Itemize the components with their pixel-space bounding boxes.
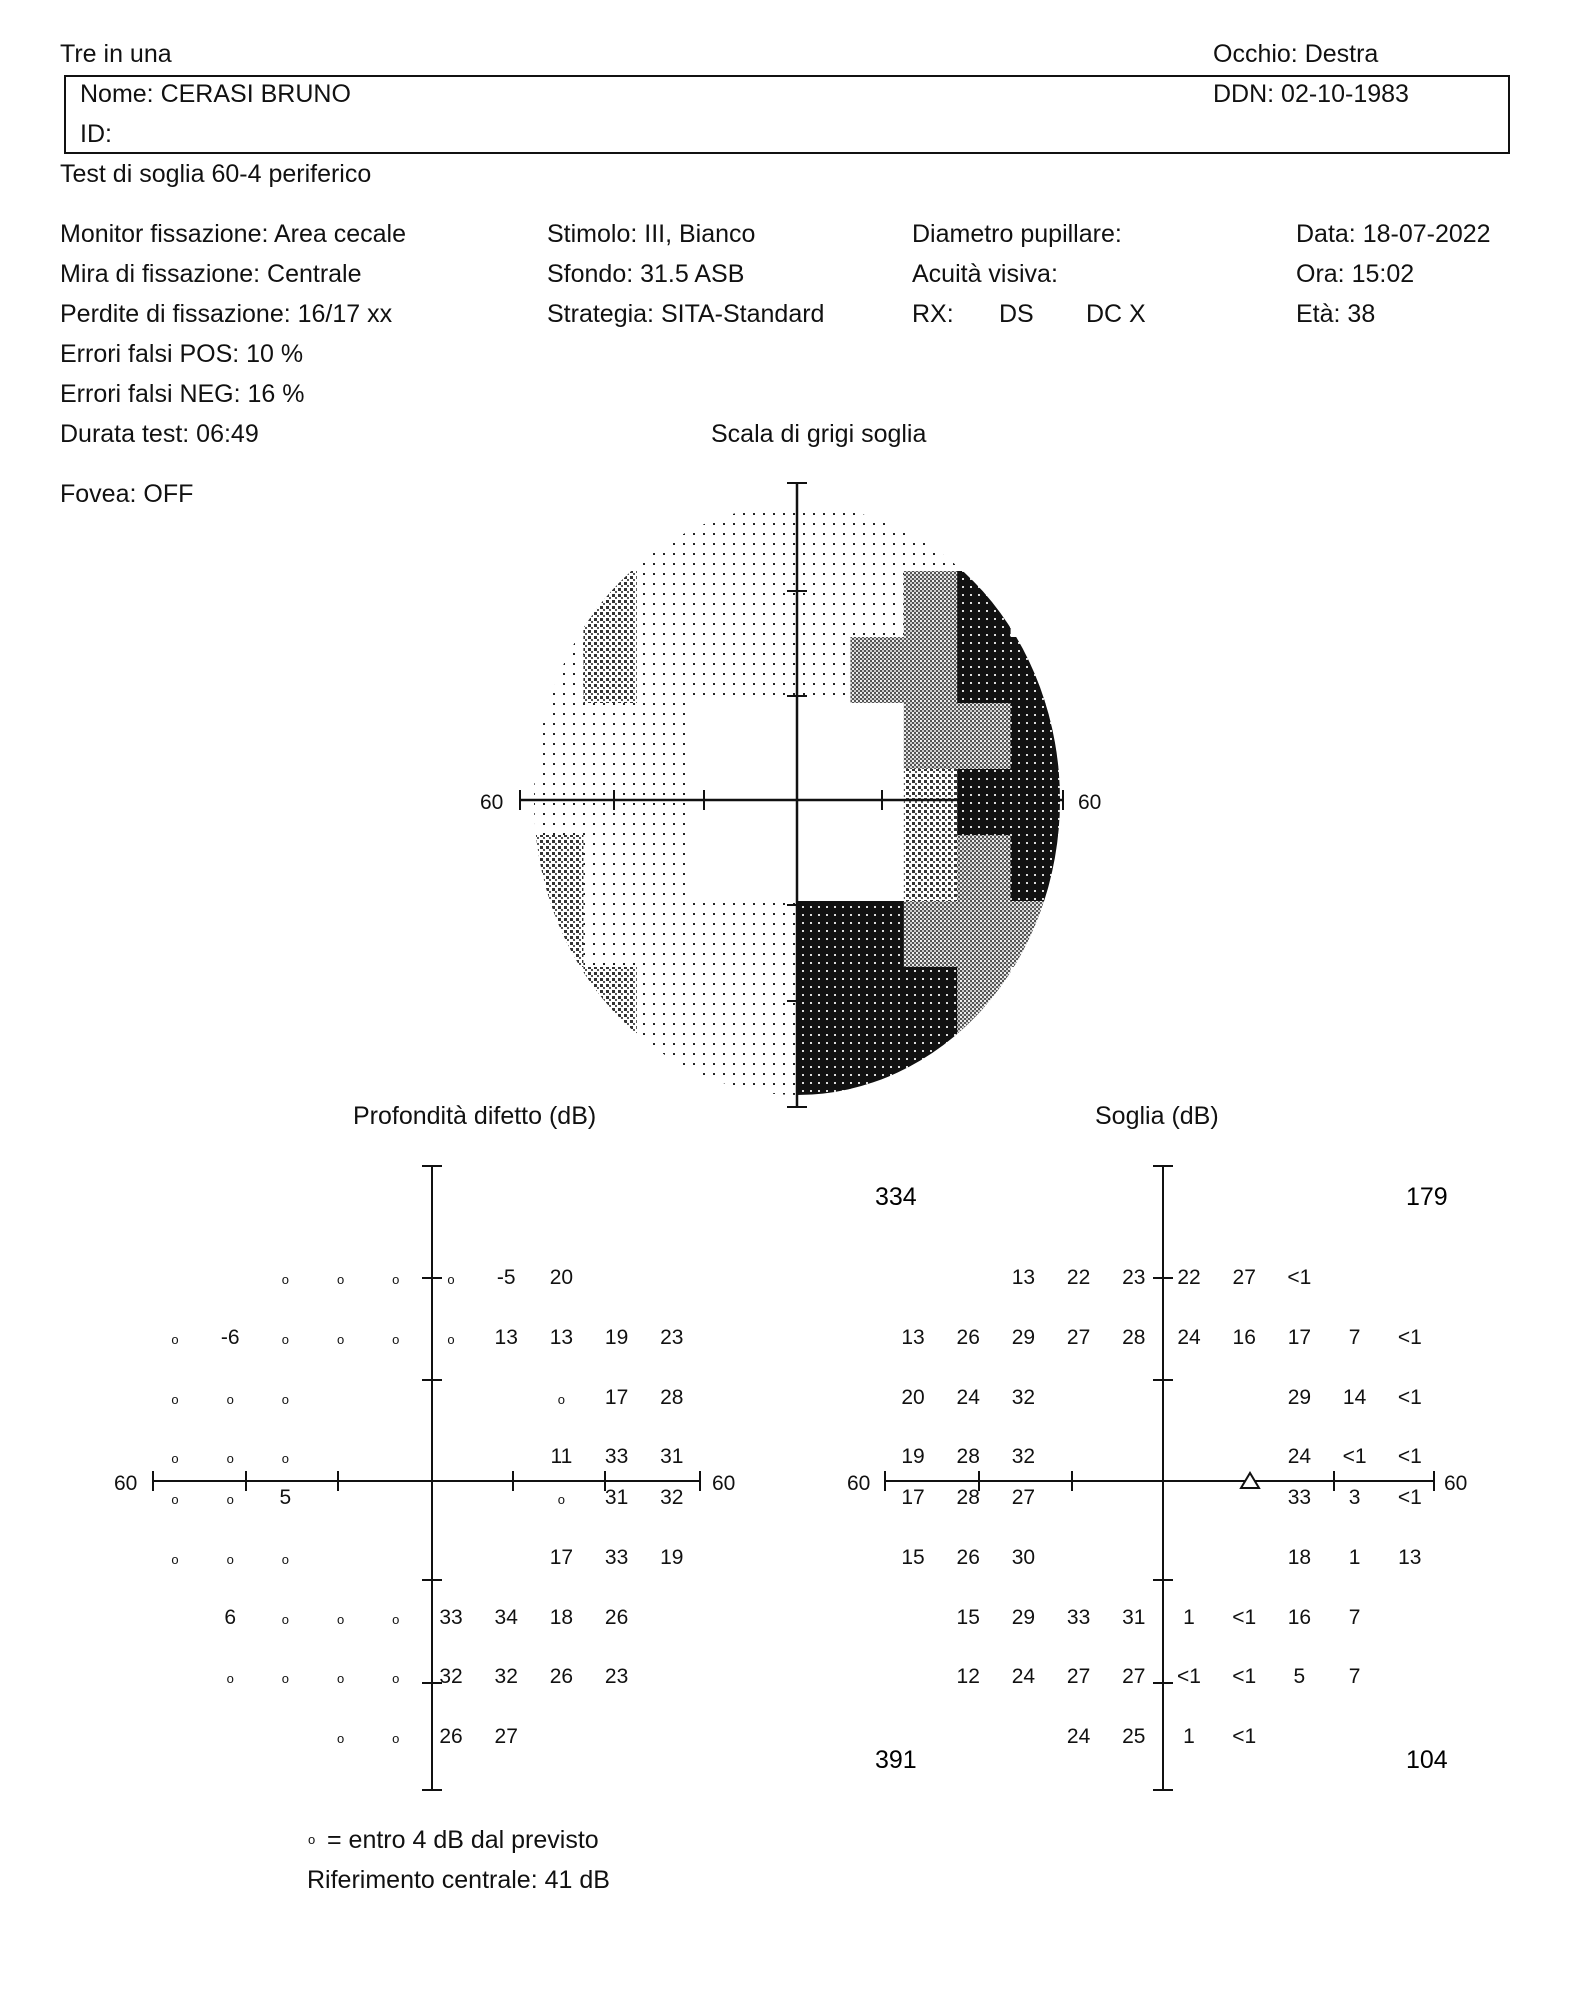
threshold-value: 33 xyxy=(1066,1606,1091,1629)
grayscale-cell xyxy=(744,1033,798,1100)
grayscale-cell xyxy=(744,901,798,968)
grayscale-cell xyxy=(904,1033,958,1100)
defect-value: o xyxy=(171,1332,179,1347)
threshold-value: 30 xyxy=(1011,1546,1036,1569)
grayscale-cell xyxy=(957,571,1011,638)
rx-ds: DS xyxy=(999,300,1034,328)
threshold-plot xyxy=(847,1166,1467,1790)
defect-value: 32 xyxy=(660,1486,684,1509)
threshold-value: 24 xyxy=(1066,1725,1091,1748)
grayscale-cell xyxy=(690,703,744,770)
defect-value: 23 xyxy=(604,1665,629,1688)
defect-value: o xyxy=(336,1272,345,1287)
grayscale-cell xyxy=(904,967,958,1034)
defect-value: o xyxy=(226,1552,234,1567)
defect-value: 33 xyxy=(604,1445,629,1468)
patient-age: Età: 38 xyxy=(1296,300,1376,328)
grayscale-cell xyxy=(957,967,1011,1034)
defect-value: 23 xyxy=(660,1326,684,1349)
patient-id: ID: xyxy=(80,120,112,148)
grayscale-cell xyxy=(637,901,691,968)
grayscale-cell xyxy=(957,505,1011,572)
defect-value: o xyxy=(447,1272,455,1287)
threshold-value: 29 xyxy=(1011,1326,1036,1349)
defect-value: o xyxy=(392,1671,400,1686)
defect-value: 31 xyxy=(660,1445,684,1468)
grayscale-cell xyxy=(1011,703,1065,770)
grayscale-cell xyxy=(850,901,904,968)
defect-value: o xyxy=(392,1332,400,1347)
threshold-value: 24 xyxy=(1011,1665,1036,1688)
threshold-value: 29 xyxy=(1287,1386,1312,1409)
threshold-value: 32 xyxy=(1011,1386,1036,1409)
threshold-value: 15 xyxy=(956,1606,980,1629)
defect-value: o xyxy=(336,1731,345,1746)
threshold-value: <1 xyxy=(1397,1326,1422,1349)
defect-value: 33 xyxy=(604,1546,629,1569)
threshold-value: 24 xyxy=(1287,1445,1312,1468)
defect-value: o xyxy=(226,1392,234,1407)
threshold-title: Soglia (dB) xyxy=(1095,1102,1219,1130)
defect-title: Profondità difetto (dB) xyxy=(353,1102,597,1130)
grayscale-cell xyxy=(904,637,958,704)
grayscale-cell xyxy=(583,901,637,968)
defect-axis-left: 60 xyxy=(114,1472,138,1495)
threshold-value: 1 xyxy=(1348,1546,1361,1569)
grayscale-cell xyxy=(583,637,637,704)
threshold-value: 5 xyxy=(1293,1665,1306,1688)
grayscale-cell xyxy=(637,637,691,704)
grayscale-cell xyxy=(850,835,904,902)
threshold-value: 14 xyxy=(1342,1386,1367,1409)
threshold-value: 17 xyxy=(1287,1326,1312,1349)
defect-value: 17 xyxy=(549,1546,574,1569)
rx-dc: DC X xyxy=(1086,300,1146,328)
test-time: Ora: 15:02 xyxy=(1296,260,1415,288)
grayscale-cell xyxy=(744,835,798,902)
defect-value: o xyxy=(281,1272,290,1287)
test-duration: Durata test: 06:49 xyxy=(60,420,259,448)
grayscale-cell xyxy=(637,835,691,902)
threshold-value: 33 xyxy=(1287,1486,1312,1509)
threshold-value: 17 xyxy=(901,1486,925,1509)
threshold-value: 24 xyxy=(956,1386,980,1409)
exam-type: Tre in una xyxy=(60,40,172,68)
grayscale-cell xyxy=(744,703,798,770)
grayscale-cell xyxy=(690,835,744,902)
patient-name: Nome: CERASI BRUNO xyxy=(80,80,351,108)
defect-value: 11 xyxy=(550,1445,573,1468)
defect-value: 20 xyxy=(549,1266,574,1289)
defect-value: 33 xyxy=(439,1606,463,1629)
grayscale-cell xyxy=(637,505,691,572)
grayscale-cell xyxy=(530,835,584,902)
defect-value: o xyxy=(557,1392,566,1407)
false-pos: Errori falsi POS: 10 % xyxy=(60,340,304,368)
grayscale-cell xyxy=(1011,769,1065,836)
defect-value: o xyxy=(281,1332,290,1347)
defect-value: 5 xyxy=(279,1486,292,1509)
threshold-value: 26 xyxy=(956,1326,980,1349)
defect-value: o xyxy=(171,1392,179,1407)
defect-value: 6 xyxy=(224,1606,237,1629)
grayscale-cell xyxy=(850,1033,904,1100)
grayscale-cell xyxy=(530,637,584,704)
patient-dob: DDN: 02-10-1983 xyxy=(1213,80,1409,108)
grayscale-cell xyxy=(1011,901,1065,968)
threshold-value: 27 xyxy=(1011,1486,1036,1509)
threshold-value: 29 xyxy=(1011,1606,1036,1629)
threshold-value: 26 xyxy=(956,1546,980,1569)
central-reference: Riferimento centrale: 41 dB xyxy=(307,1866,610,1894)
grayscale-cell xyxy=(583,967,637,1034)
grayscale-cell xyxy=(637,769,691,836)
defect-value: o xyxy=(447,1332,455,1347)
strategy: Strategia: SITA-Standard xyxy=(547,300,825,328)
defect-axis-right: 60 xyxy=(712,1472,736,1495)
defect-value: 28 xyxy=(660,1386,684,1409)
defect-value: 19 xyxy=(660,1546,684,1569)
grayscale-cell xyxy=(744,637,798,704)
grayscale-cell xyxy=(797,637,851,704)
defect-value: 32 xyxy=(494,1665,518,1688)
legend-text: = entro 4 dB dal previsto xyxy=(327,1826,599,1854)
threshold-value: 19 xyxy=(901,1445,925,1468)
fixation-monitor: Monitor fissazione: Area cecale xyxy=(60,220,407,248)
grayscale-cell xyxy=(1011,505,1065,572)
grayscale-cell xyxy=(904,571,958,638)
rx-label: RX: xyxy=(912,300,954,328)
grayscale-cell xyxy=(744,571,798,638)
grayscale-cell xyxy=(850,505,904,572)
legend-symbol: o xyxy=(308,1832,316,1847)
defect-value: o xyxy=(281,1671,290,1686)
grayscale-cell xyxy=(530,901,584,968)
grayscale-cell xyxy=(530,571,584,638)
grayscale-cell xyxy=(744,505,798,572)
threshold-value: 24 xyxy=(1177,1326,1201,1349)
defect-value: o xyxy=(171,1492,179,1507)
grayscale-cell xyxy=(690,901,744,968)
defect-value: o xyxy=(226,1451,234,1466)
grayscale-cell xyxy=(957,1033,1011,1100)
threshold-value: 23 xyxy=(1122,1266,1146,1289)
threshold-value: 1 xyxy=(1183,1606,1195,1629)
threshold-value: <1 xyxy=(1287,1266,1312,1289)
grayscale-title: Scala di grigi soglia xyxy=(711,420,927,448)
grayscale-cell xyxy=(850,703,904,770)
grayscale-cell xyxy=(1011,1033,1065,1100)
defect-value: o xyxy=(392,1612,400,1627)
threshold-value: 16 xyxy=(1287,1606,1312,1629)
threshold-value: 7 xyxy=(1348,1665,1361,1688)
defect-value: -5 xyxy=(496,1266,516,1289)
grayscale-cell xyxy=(530,703,584,770)
grayscale-cell xyxy=(744,769,798,836)
eye-label: Occhio: Destra xyxy=(1213,40,1379,68)
defect-value: -6 xyxy=(220,1326,240,1349)
threshold-value: <1 xyxy=(1232,1665,1257,1688)
defect-value: o xyxy=(281,1451,290,1466)
threshold-value: 13 xyxy=(901,1326,925,1349)
grayscale-cell xyxy=(904,835,958,902)
defect-value: o xyxy=(226,1492,234,1507)
visual-acuity: Acuità visiva: xyxy=(912,260,1058,288)
defect-value: o xyxy=(336,1332,345,1347)
threshold-value: 3 xyxy=(1348,1486,1361,1509)
threshold-value: 1 xyxy=(1183,1725,1195,1748)
grayscale-cell xyxy=(904,505,958,572)
threshold-value: 28 xyxy=(956,1486,980,1509)
fixation-target: Mira di fissazione: Centrale xyxy=(60,260,362,288)
defect-value: o xyxy=(392,1272,400,1287)
defect-value: o xyxy=(281,1392,290,1407)
defect-value: o xyxy=(171,1552,179,1567)
grayscale-cell xyxy=(530,769,584,836)
threshold-value: 20 xyxy=(901,1386,925,1409)
grayscale-cell xyxy=(690,967,744,1034)
grayscale-cell xyxy=(904,703,958,770)
grayscale-cell xyxy=(690,505,744,572)
grayscale-cell xyxy=(530,505,584,572)
grayscale-cell xyxy=(583,769,637,836)
threshold-value: 16 xyxy=(1232,1326,1256,1349)
grayscale-cell xyxy=(583,703,637,770)
defect-value: 26 xyxy=(549,1665,574,1688)
grayscale-cell xyxy=(957,637,1011,704)
threshold-value: <1 xyxy=(1397,1486,1422,1509)
pupil-diameter: Diametro pupillare: xyxy=(912,220,1122,248)
defect-plot xyxy=(114,1166,735,1790)
grayscale-cell xyxy=(583,571,637,638)
grayscale-cell xyxy=(1011,571,1065,638)
corner-br: 104 xyxy=(1406,1746,1448,1774)
threshold-value: 7 xyxy=(1348,1326,1361,1349)
grayscale-cell xyxy=(797,835,851,902)
grayscale-cell xyxy=(637,703,691,770)
grayscale-cell xyxy=(1011,637,1065,704)
grayscale-cell xyxy=(583,505,637,572)
threshold-value: 13 xyxy=(1011,1266,1036,1289)
defect-value: o xyxy=(281,1612,290,1627)
grayscale-cell xyxy=(637,571,691,638)
threshold-value: <1 xyxy=(1177,1665,1201,1688)
grayscale-cell xyxy=(850,637,904,704)
grayscale-cell xyxy=(957,901,1011,968)
test-date: Data: 18-07-2022 xyxy=(1296,220,1491,248)
grayscale-cell xyxy=(637,1033,691,1100)
stimulus: Stimolo: III, Bianco xyxy=(547,220,756,248)
grayscale-cell xyxy=(690,1033,744,1100)
threshold-value: 7 xyxy=(1348,1606,1361,1629)
grayscale-cell xyxy=(957,769,1011,836)
grayscale-cell xyxy=(530,967,584,1034)
threshold-value: 12 xyxy=(956,1665,980,1688)
grayscale-cell xyxy=(957,835,1011,902)
threshold-value: 31 xyxy=(1122,1606,1146,1629)
defect-value: o xyxy=(392,1731,400,1746)
threshold-value: 18 xyxy=(1287,1546,1312,1569)
grayscale-cell xyxy=(690,571,744,638)
threshold-value: 27 xyxy=(1122,1665,1146,1688)
threshold-value: 22 xyxy=(1066,1266,1091,1289)
threshold-value: 22 xyxy=(1177,1266,1201,1289)
threshold-value: 13 xyxy=(1398,1546,1422,1569)
grayscale-cell xyxy=(690,769,744,836)
grayscale-axis-left: 60 xyxy=(480,791,504,814)
grayscale-cell xyxy=(1011,967,1065,1034)
false-neg: Errori falsi NEG: 16 % xyxy=(60,380,305,408)
grayscale-cell xyxy=(904,769,958,836)
grayscale-cell xyxy=(797,703,851,770)
grayscale-cell xyxy=(583,835,637,902)
defect-value: 31 xyxy=(604,1486,629,1509)
defect-value: 19 xyxy=(604,1326,629,1349)
fovea: Fovea: OFF xyxy=(60,480,194,508)
defect-value: 26 xyxy=(604,1606,629,1629)
grayscale-axis-right: 60 xyxy=(1078,791,1102,814)
test-name: Test di soglia 60-4 periferico xyxy=(60,160,372,188)
threshold-value: <1 xyxy=(1232,1606,1257,1629)
threshold-value: 25 xyxy=(1122,1725,1146,1748)
grayscale-cell xyxy=(797,505,851,572)
corner-bl: 391 xyxy=(875,1746,917,1774)
defect-value: 34 xyxy=(494,1606,518,1629)
defect-value: 26 xyxy=(439,1725,463,1748)
defect-value: o xyxy=(281,1552,290,1567)
defect-value: o xyxy=(336,1612,345,1627)
threshold-value: 32 xyxy=(1011,1445,1036,1468)
fixation-losses: Perdite di fissazione: 16/17 xx xyxy=(60,300,393,328)
threshold-value: <1 xyxy=(1232,1725,1257,1748)
corner-tr: 179 xyxy=(1406,1183,1448,1211)
grayscale-cell xyxy=(797,901,851,968)
defect-value: 18 xyxy=(549,1606,574,1629)
grayscale-cell xyxy=(957,703,1011,770)
defect-value: 17 xyxy=(604,1386,629,1409)
threshold-value: <1 xyxy=(1397,1445,1422,1468)
threshold-axis-left: 60 xyxy=(847,1472,871,1495)
defect-value: 27 xyxy=(494,1725,518,1748)
grayscale-cell xyxy=(850,967,904,1034)
grayscale-cell xyxy=(530,1033,584,1100)
defect-value: o xyxy=(557,1492,566,1507)
defect-value: o xyxy=(226,1671,234,1686)
defect-value: o xyxy=(171,1451,179,1466)
threshold-value: 28 xyxy=(956,1445,980,1468)
grayscale-cell xyxy=(850,571,904,638)
grayscale-cell xyxy=(690,637,744,704)
grayscale-cell xyxy=(797,571,851,638)
threshold-value: 27 xyxy=(1066,1326,1091,1349)
defect-value: 13 xyxy=(549,1326,574,1349)
grayscale-cell xyxy=(797,1033,851,1100)
grayscale-cell xyxy=(1011,835,1065,902)
threshold-value: 28 xyxy=(1122,1326,1146,1349)
threshold-value: <1 xyxy=(1397,1386,1422,1409)
threshold-value: <1 xyxy=(1342,1445,1367,1468)
threshold-axis-right: 60 xyxy=(1444,1472,1468,1495)
grayscale-cell xyxy=(850,769,904,836)
grayscale-plot xyxy=(480,483,1101,1107)
defect-value: o xyxy=(336,1671,345,1686)
grayscale-cell xyxy=(797,769,851,836)
grayscale-cell xyxy=(637,967,691,1034)
threshold-value: 27 xyxy=(1232,1266,1256,1289)
defect-value: 13 xyxy=(494,1326,518,1349)
threshold-value: 15 xyxy=(901,1546,925,1569)
corner-tl: 334 xyxy=(875,1183,917,1211)
grayscale-cell xyxy=(904,901,958,968)
defect-value: 32 xyxy=(439,1665,463,1688)
grayscale-cell xyxy=(583,1033,637,1100)
threshold-value: 27 xyxy=(1066,1665,1091,1688)
background: Sfondo: 31.5 ASB xyxy=(547,260,745,288)
